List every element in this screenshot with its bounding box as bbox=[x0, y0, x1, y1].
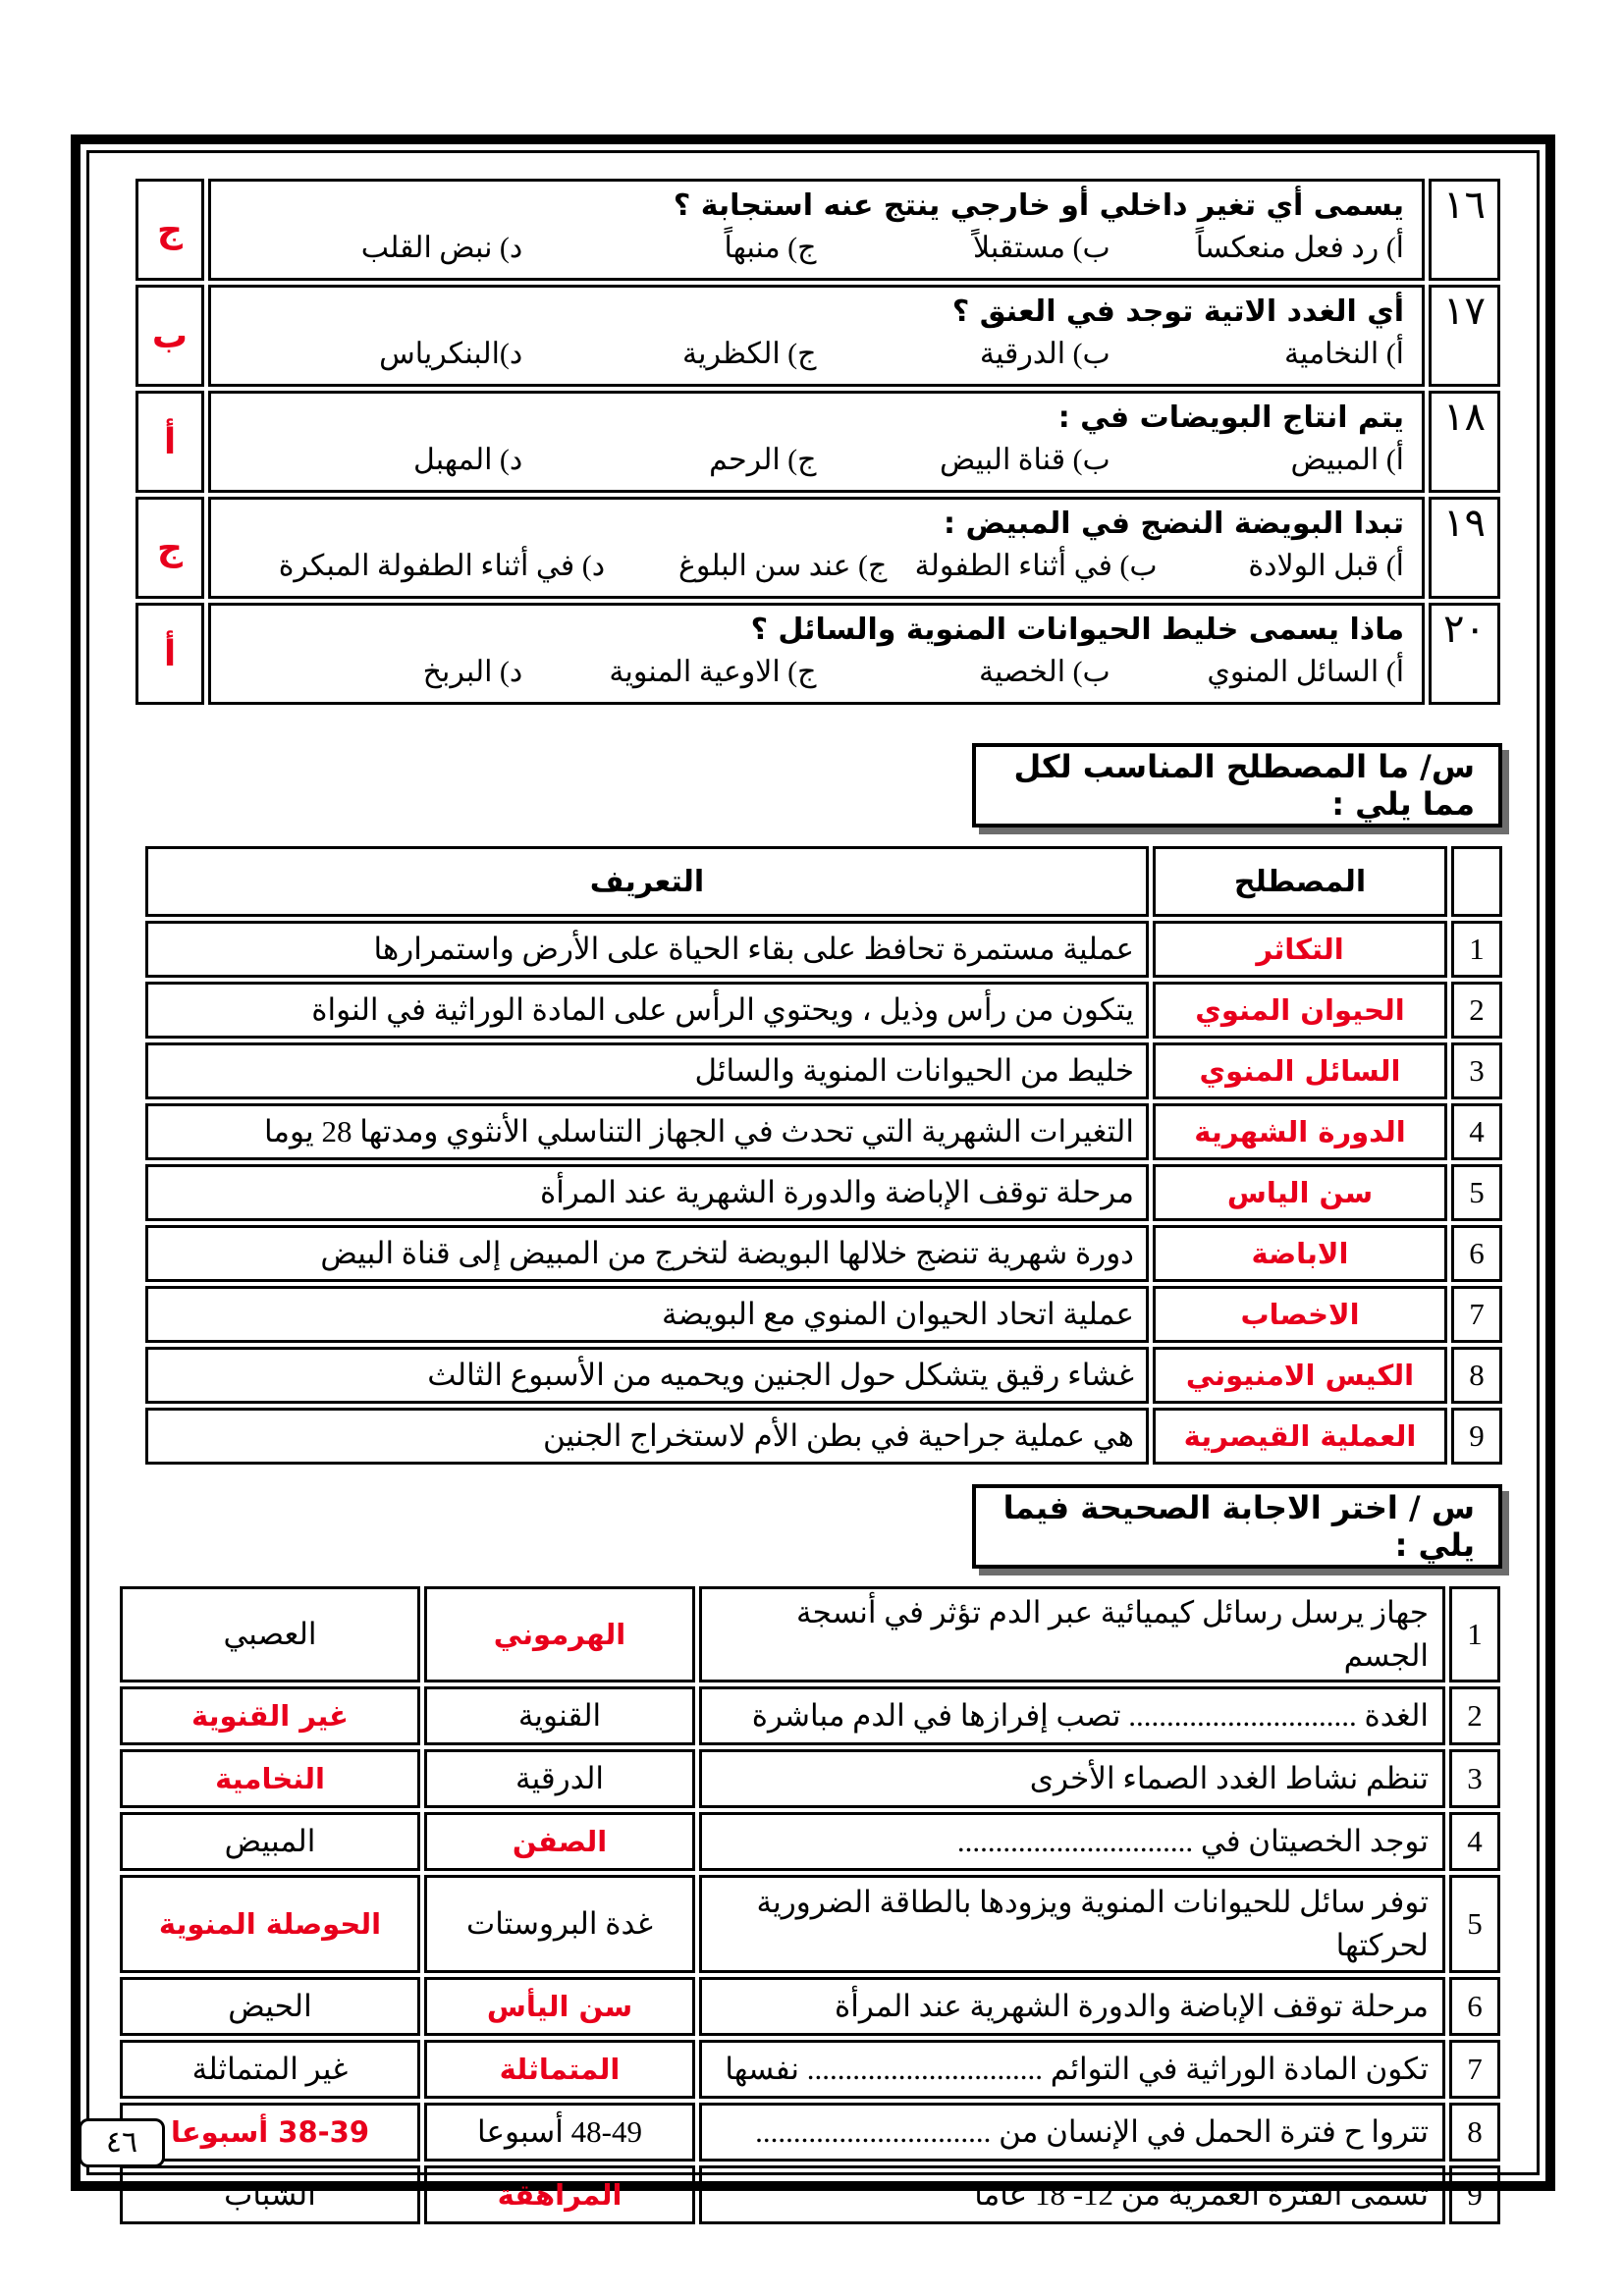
option: د)البنكرياس bbox=[379, 338, 523, 370]
choice-option-1: الدرقية bbox=[424, 1749, 695, 1808]
term-answer: الحيوان المنوي bbox=[1153, 982, 1447, 1039]
term-row bbox=[145, 1042, 1502, 1099]
header-num bbox=[1451, 846, 1502, 917]
choice-row bbox=[120, 2165, 1500, 2224]
frame-left-thin bbox=[86, 150, 89, 2175]
option: أ) السائل المنوي bbox=[1207, 656, 1405, 688]
choice-row bbox=[120, 1875, 1500, 1973]
section2-title: س/ ما المصطلح المناسب لكل مما يلي : bbox=[1013, 748, 1475, 823]
choice-option-2: الشباب bbox=[120, 2165, 420, 2224]
term-answer: الاخصاب bbox=[1153, 1286, 1447, 1343]
row-number: 9 bbox=[1449, 2165, 1500, 2224]
mcq-row bbox=[135, 497, 1500, 599]
term-answer: الاباضة bbox=[1153, 1225, 1447, 1282]
option: أ) النخامية bbox=[1283, 338, 1405, 370]
question-text: يسمى أي تغير داخلي أو خارجي ينتج عنه استجابة ؟ bbox=[673, 188, 1405, 223]
statement: توجد الخصيتان في ............................... bbox=[699, 1812, 1445, 1871]
option: ج) الكظرية bbox=[682, 338, 817, 370]
statement: مرحلة توقف الإباضة والدورة الشهرية عند المرأة bbox=[699, 1977, 1445, 2036]
choice-option-2: غير القنوية bbox=[120, 1686, 420, 1745]
choice-row bbox=[120, 1586, 1500, 1682]
row-number: 4 bbox=[1451, 1103, 1502, 1160]
choice-option-2: 38-39 أسبوعا bbox=[120, 2103, 420, 2162]
choice-option-2: الحوصلة المنوية bbox=[120, 1875, 420, 1973]
row-number: 1 bbox=[1451, 921, 1502, 978]
choice-option-1: الهرموني bbox=[424, 1586, 695, 1682]
row-number: 2 bbox=[1451, 982, 1502, 1039]
question-cell bbox=[208, 285, 1425, 387]
term-row bbox=[145, 982, 1502, 1039]
option: أ) المبيض bbox=[1290, 444, 1405, 476]
row-number: 8 bbox=[1449, 2103, 1500, 2162]
choice-table bbox=[116, 1582, 1504, 2228]
term-row bbox=[145, 1103, 1502, 1160]
question-text: ماذا يسمى خليط الحيوانات المنوية والسائل ؟ bbox=[750, 613, 1405, 647]
statement: تنظم نشاط الغدد الصماء الأخرى bbox=[699, 1749, 1445, 1808]
term-definition: هي عملية جراحية في بطن الأم لاستخراج الجنين bbox=[145, 1408, 1149, 1465]
choice-option-1: الصفن bbox=[424, 1812, 695, 1871]
options-row bbox=[229, 333, 1404, 376]
option: د) المهبل bbox=[413, 444, 523, 476]
mcq-row bbox=[135, 603, 1500, 705]
choice-row bbox=[120, 2040, 1500, 2099]
mcq-table bbox=[132, 175, 1504, 709]
option: ب) الدرقية bbox=[979, 338, 1110, 370]
statement: تكون المادة الوراثية في التوائم ............................... نفسها bbox=[699, 2040, 1445, 2099]
choice-row bbox=[120, 2103, 1500, 2162]
question-number: ١٧ bbox=[1429, 285, 1500, 387]
row-number: 4 bbox=[1449, 1812, 1500, 1871]
mcq-row bbox=[135, 391, 1500, 493]
choice-option-1: المراهقة bbox=[424, 2165, 695, 2224]
row-number: 9 bbox=[1451, 1408, 1502, 1465]
question-cell bbox=[208, 603, 1425, 705]
term-answer: العملية القيصرية bbox=[1153, 1408, 1447, 1465]
option: أ) رد فعل منعكساً bbox=[1195, 232, 1405, 264]
term-definition: مرحلة توقف الإباضة والدورة الشهرية عند المرأة bbox=[145, 1164, 1149, 1221]
row-number: 2 bbox=[1449, 1686, 1500, 1745]
options-row bbox=[229, 651, 1404, 694]
answer-letter: ج bbox=[135, 497, 204, 599]
frame-right-thin bbox=[1537, 150, 1540, 2175]
statement: تتروا ح فترة الحمل في الإنسان من ............................... bbox=[699, 2103, 1445, 2162]
choice-option-1: سن اليأس bbox=[424, 1977, 695, 2036]
term-row bbox=[145, 1347, 1502, 1404]
row-number: 6 bbox=[1449, 1977, 1500, 2036]
option: ج) عند سن البلوغ bbox=[677, 550, 888, 582]
question-text: يتم انتاج البويضات في : bbox=[1057, 400, 1405, 435]
choice-option-2: الحيض bbox=[120, 1977, 420, 2036]
choice-option-1: القنوية bbox=[424, 1686, 695, 1745]
choice-option-2: العصبي bbox=[120, 1586, 420, 1682]
terms-table bbox=[141, 842, 1506, 1468]
statement: الغدة .............................. تصب إفرازها في الدم مباشرة bbox=[699, 1686, 1445, 1745]
question-number: ٢٠ bbox=[1429, 603, 1500, 705]
term-row bbox=[145, 1164, 1502, 1221]
question-cell bbox=[208, 391, 1425, 493]
term-row bbox=[145, 1408, 1502, 1465]
frame-left-thick bbox=[71, 134, 81, 2191]
term-answer: السائل المنوي bbox=[1153, 1042, 1447, 1099]
row-number: 6 bbox=[1451, 1225, 1502, 1282]
option: د) نبض القلب bbox=[360, 232, 523, 264]
option: ج) منبهاً bbox=[724, 232, 817, 264]
statement: جهاز يرسل رسائل كيميائية عبر الدم تؤثر في أنسجة الجسم bbox=[699, 1586, 1445, 1682]
frame-top-thick bbox=[71, 134, 1555, 144]
section3-title: س / اختر الاجابة الصحيحة فيما يلي : bbox=[1002, 1489, 1475, 1564]
term-answer: الدورة الشهرية bbox=[1153, 1103, 1447, 1160]
answer-letter: ب bbox=[135, 285, 204, 387]
choice-row bbox=[120, 1686, 1500, 1745]
choice-option-2: المبيض bbox=[120, 1812, 420, 1871]
term-row bbox=[145, 921, 1502, 978]
term-answer: الكيس الامنيوني bbox=[1153, 1347, 1447, 1404]
choice-option-2: النخامية bbox=[120, 1749, 420, 1808]
mcq-row bbox=[135, 179, 1500, 281]
option: أ) قبل الولادة bbox=[1248, 550, 1405, 582]
row-number: 7 bbox=[1451, 1286, 1502, 1343]
choice-option-1: 48-49 أسبوعا bbox=[424, 2103, 695, 2162]
section3-heading bbox=[972, 1484, 1502, 1569]
term-definition: يتكون من رأس وذيل ، ويحتوي الرأس على المادة الوراثية في النواة bbox=[145, 982, 1149, 1039]
term-definition: التغيرات الشهرية التي تحدث في الجهاز التناسلي الأنثوي ومدتها 28 يوما bbox=[145, 1103, 1149, 1160]
term-answer: التكاثر bbox=[1153, 921, 1447, 978]
term-answer: سن الياس bbox=[1153, 1164, 1447, 1221]
option: د) البربخ bbox=[422, 656, 523, 688]
option: د) في أثناء الطفولة المبكرة bbox=[278, 550, 606, 582]
choice-row bbox=[120, 1977, 1500, 2036]
options-row bbox=[229, 227, 1404, 270]
choice-row bbox=[120, 1749, 1500, 1808]
question-text: أي الغدد الاتية توجد في العنق ؟ bbox=[951, 294, 1405, 329]
header-definition: التعريف bbox=[145, 846, 1149, 917]
choice-option-1: المتماثلة bbox=[424, 2040, 695, 2099]
answer-letter: أ bbox=[135, 603, 204, 705]
row-number: 5 bbox=[1449, 1875, 1500, 1973]
option: ج) الاوعية المنوية bbox=[609, 656, 817, 688]
term-definition: دورة شهرية تنضج خلالها البويضة لتخرج من المبيض إلى قناة البيض bbox=[145, 1225, 1149, 1282]
frame-right-thick bbox=[1545, 134, 1555, 2191]
choice-option-1: غدة البروستات bbox=[424, 1875, 695, 1973]
term-definition: عملية مستمرة تحافظ على بقاء الحياة على الأرض واستمرارها bbox=[145, 921, 1149, 978]
term-definition: خليط من الحيوانات المنوية والسائل bbox=[145, 1042, 1149, 1099]
option: ب) مستقبلاً bbox=[973, 232, 1110, 264]
option: ب) الخصية bbox=[979, 656, 1110, 688]
statement: توفر سائل للحيوانات المنوية ويزودها بالطاقة الضرورية لحركتها bbox=[699, 1875, 1445, 1973]
choice-row bbox=[120, 1812, 1500, 1871]
question-cell bbox=[208, 497, 1425, 599]
mcq-row bbox=[135, 285, 1500, 387]
question-cell bbox=[208, 179, 1425, 281]
row-number: 5 bbox=[1451, 1164, 1502, 1221]
row-number: 3 bbox=[1449, 1749, 1500, 1808]
term-row bbox=[145, 1286, 1502, 1343]
row-number: 7 bbox=[1449, 2040, 1500, 2099]
answer-letter: ج bbox=[135, 179, 204, 281]
row-number: 1 bbox=[1449, 1586, 1500, 1682]
answer-letter: أ bbox=[135, 391, 204, 493]
choice-option-2: غير المتماثلة bbox=[120, 2040, 420, 2099]
question-number: ١٦ bbox=[1429, 179, 1500, 281]
header-term: المصطلح bbox=[1153, 846, 1447, 917]
option: ب) قناة البيض bbox=[939, 444, 1110, 476]
term-definition: غشاء رقيق يتشكل حول الجنين ويحميه من الأسبوع الثالث bbox=[145, 1347, 1149, 1404]
question-number: ١٩ bbox=[1429, 497, 1500, 599]
option: ب) في أثناء الطفولة bbox=[914, 550, 1158, 582]
statement: تسمى الفترة العمرية من 12- 18 عاما bbox=[699, 2165, 1445, 2224]
frame-top-thin bbox=[86, 150, 1540, 153]
term-definition: عملية اتحاد الحيوان المنوي مع البويضة bbox=[145, 1286, 1149, 1343]
row-number: 8 bbox=[1451, 1347, 1502, 1404]
options-row bbox=[229, 545, 1404, 588]
question-text: تبدا البويضة النضج في المبيض : bbox=[944, 507, 1405, 541]
section2-heading bbox=[972, 743, 1502, 828]
page-number: ٤٦ bbox=[79, 2118, 165, 2167]
row-number: 3 bbox=[1451, 1042, 1502, 1099]
question-number: ١٨ bbox=[1429, 391, 1500, 493]
options-row bbox=[229, 439, 1404, 482]
option: ج) الرحم bbox=[709, 444, 817, 476]
term-row bbox=[145, 1225, 1502, 1282]
